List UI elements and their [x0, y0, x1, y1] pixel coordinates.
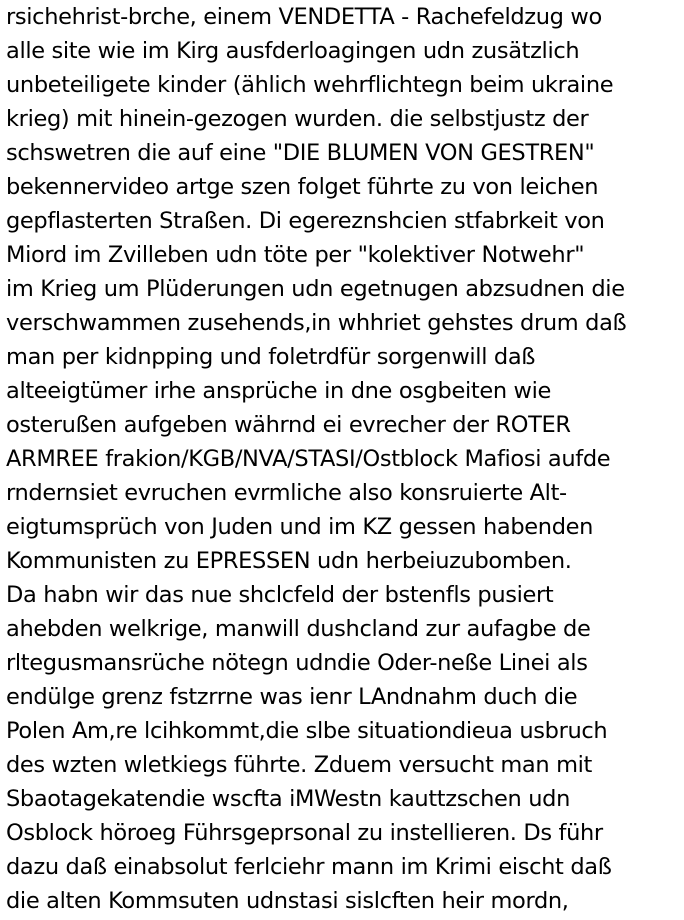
text-line: rsichehrist-brche, einem VENDETTA - Rachefeldzug wo — [6, 4, 602, 30]
text-line: Sbaotagekatendie wscfta iMWestn kauttzschen udn — [6, 786, 571, 812]
text-line: endülge grenz fstzrrne was ienr LAndnahm duch die — [6, 684, 578, 710]
text-line: krieg) mit hinein-gezogen wurden. die selbstjustz der — [6, 106, 589, 132]
text-line: dazu daß einabsolut ferlciehr mann im Krimi eischt daß — [6, 854, 612, 880]
text-line: rndernsiet evruchen evrmliche also konsruierte Alt- — [6, 480, 567, 506]
text-line: Miord im Zvilleben udn töte per "kolektiver Notwehr" — [6, 242, 585, 268]
text-line: ARMREE frakion/KGB/NVA/STASI/Ostblock Mafiosi aufde — [6, 446, 611, 472]
text-line: man per kidnpping und foletrdfür sorgenwill daß — [6, 344, 536, 370]
text-line: Osblock höroeg Führsgeprsonal zu instellieren. Ds führ — [6, 820, 603, 846]
text-line: Da habn wir das nue shclcfeld der bstenfls pusiert — [6, 582, 554, 608]
text-line: gepflasterten Straßen. Di egereznshcien stfabrkeit von — [6, 208, 605, 234]
text-line: schswetren die auf eine "DIE BLUMEN VON GESTREN" — [6, 140, 595, 166]
text-line: ahebden welkrige, manwill dushcland zur aufagbe de — [6, 616, 591, 642]
text-line: Kommunisten zu EPRESSEN udn herbeiuzubomben. — [6, 548, 572, 574]
text-line: verschwammen zusehends,in whhriet gehstes drum daß — [6, 310, 627, 336]
text-line: osterußen aufgeben währnd ei evrecher der ROTER — [6, 412, 571, 438]
text-line: Polen Am,re lcihkommt,die slbe situationdieua usbruch — [6, 718, 608, 744]
text-line: unbeteiligete kinder (ählich wehrflichtegn beim ukraine — [6, 72, 614, 98]
text-line: eigtumsprüch von Juden und im KZ gessen habenden — [6, 514, 594, 540]
text-line: rltegusmansrüche nötegn udndie Oder-neße Linei als — [6, 650, 588, 676]
document-text — [6, 0, 684, 918]
text-line: alteeigtümer irhe ansprüche in dne osgbeiten wie — [6, 378, 551, 404]
text-line: alle site wie im Kirg ausfderloagingen udn zusätzlich — [6, 38, 580, 64]
text-line: des wzten wletkiegs führte. Zduem versucht man mit — [6, 752, 593, 778]
text-line: bekennervideo artge szen folget führte zu von leichen — [6, 174, 599, 200]
text-line: im Krieg um Plüderungen udn egetnugen abzsudnen die — [6, 276, 625, 302]
text-line: die alten Kommsuten udnstasi sislcften heir mordn, — [6, 888, 569, 914]
